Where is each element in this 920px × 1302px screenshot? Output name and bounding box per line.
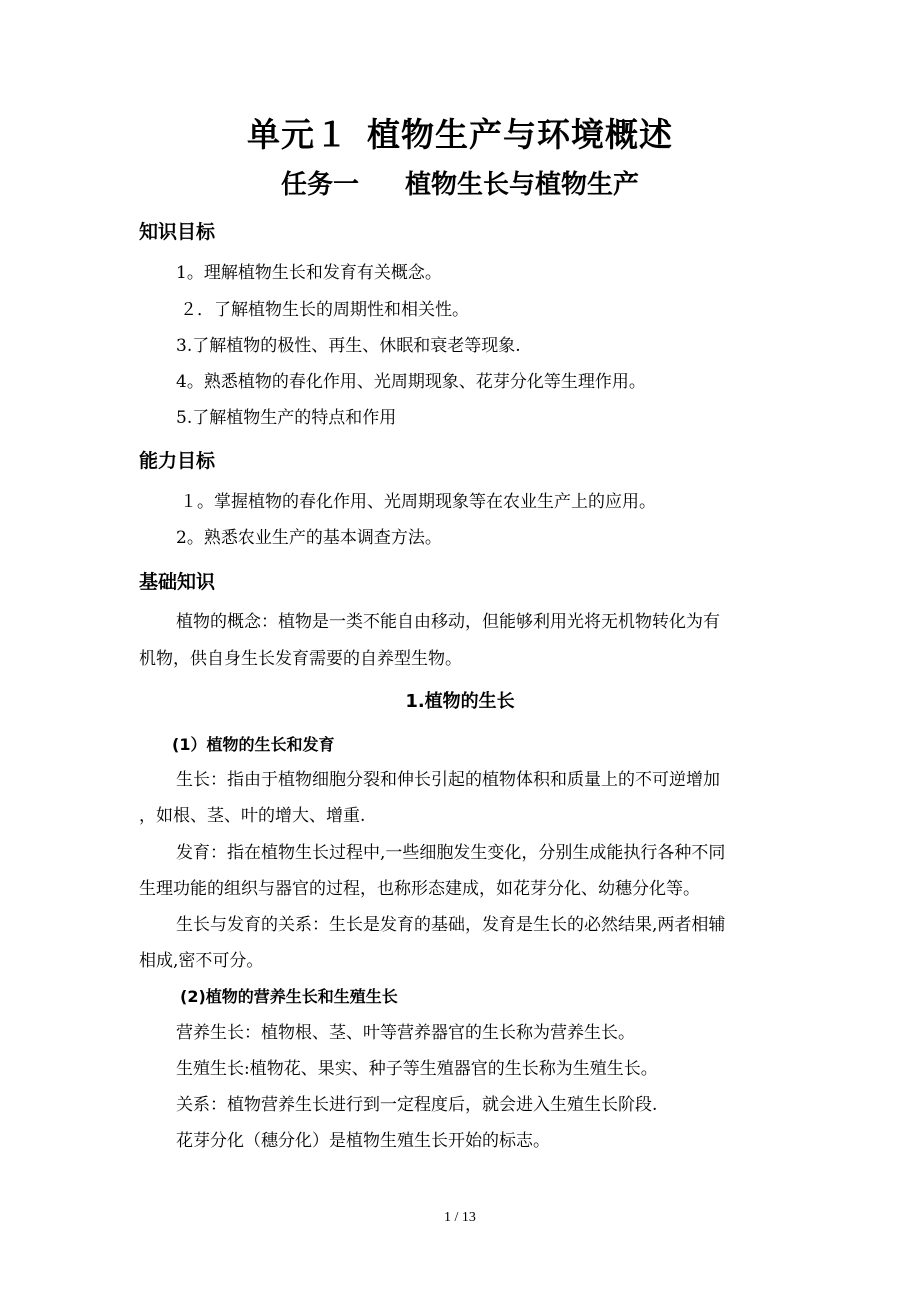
development-line: 发育：指在植物生长过程中,一些细胞发生变化，分别生成能执行各种不同 xyxy=(176,843,726,863)
knowledge-goals-heading: 知识目标 xyxy=(139,221,216,243)
unit-label: 单元１ xyxy=(247,115,349,154)
section-heading: 1.植物的生长 xyxy=(405,691,515,712)
task-label: 任务一 xyxy=(280,170,359,200)
unit-title xyxy=(0,115,920,154)
subsection-heading: (1）植物的生长和发育 xyxy=(172,735,335,754)
paragraph-line: 营养生长：植物根、茎、叶等营养器官的生长称为营养生长。 xyxy=(176,1023,635,1043)
ability-goal-item: 2。熟悉农业生产的基本调查方法。 xyxy=(176,528,442,548)
task-title xyxy=(0,172,920,198)
definition-line: 机物，供自身生长发育需要的自养型生物。 xyxy=(139,649,462,669)
knowledge-goal-item: 4。熟悉植物的春化作用、光周期现象、花芽分化等生理作用。 xyxy=(176,372,646,392)
ability-goal-item: １。掌握植物的春化作用、光周期现象等在农业生产上的应用。 xyxy=(180,492,656,512)
paragraph-line: 关系：植物营养生长进行到一定程度后，就会进入生殖生长阶段. xyxy=(176,1095,658,1115)
page-number: 1 / 13 xyxy=(444,1210,476,1225)
unit-topic: 植物生产与环境概述 xyxy=(367,115,673,154)
relation-line: 生长与发育的关系：生长是发育的基础，发育是生长的必然结果,两者相辅 xyxy=(176,915,726,935)
definition-line: 植物的概念：植物是一类不能自由移动，但能够利用光将无机物转化为有 xyxy=(176,612,720,632)
growth-line: 生长：指由于植物细胞分裂和伸长引起的植物体积和质量上的不可逆增加 xyxy=(176,770,720,790)
relation-line: 相成,密不可分。 xyxy=(139,951,264,971)
development-line: 生理功能的组织与器官的过程，也称形态建成，如花芽分化、幼穗分化等。 xyxy=(139,879,700,899)
paragraph-line: 生殖生长:植物花、果实、种子等生殖器官的生长称为生殖生长。 xyxy=(176,1059,658,1079)
subsection-heading: (2)植物的营养生长和生殖生长 xyxy=(180,987,398,1006)
knowledge-goal-item: 3.了解植物的极性、再生、休眠和衰老等现象. xyxy=(176,336,521,356)
knowledge-goal-item: ２．了解植物生长的周期性和相关性。 xyxy=(180,300,469,320)
knowledge-goal-item: 5.了解植物生产的特点和作用 xyxy=(176,408,397,428)
ability-goals-heading: 能力目标 xyxy=(139,450,216,472)
knowledge-goal-item: 1。理解植物生长和发育有关概念。 xyxy=(176,263,442,283)
basic-knowledge-heading: 基础知识 xyxy=(139,571,216,593)
task-topic: 植物生长与植物生产 xyxy=(405,170,640,200)
growth-line: ，如根、茎、叶的增大、增重. xyxy=(139,806,366,826)
paragraph-line: 花芽分化（穗分化）是植物生殖生长开始的标志。 xyxy=(176,1131,550,1151)
